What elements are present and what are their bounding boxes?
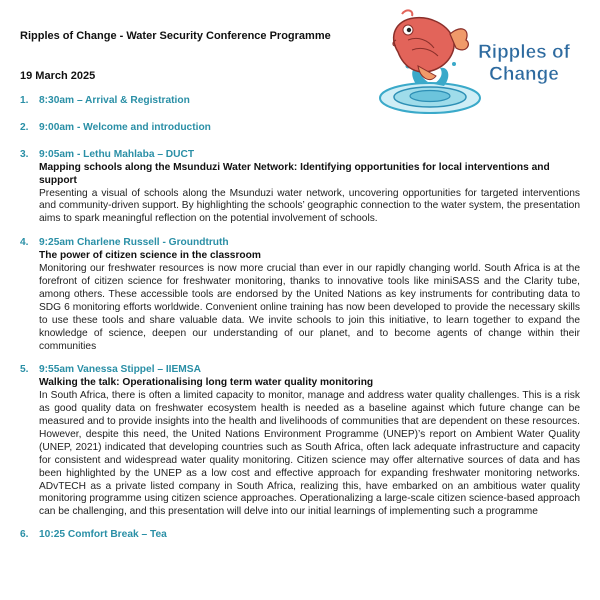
session-description: Monitoring our freshwater resources is now more crucial than ever in our rapidly changing world. South Africa is at the forefront of citizen science for freshwater monitoring, thanks to innovative tools like miniSASS and the Clarity tube, among others. These accessible tools are endorsed by the United Nations as key instruments for contributing data to SDG 6 monitoring efforts worldwide. Convenient online training has now been developed to provide the necessary skills to use these tools and share valuable data. We invite schools to join this initiative, to learn together to expand the knowledge of science, deepen our understanding of our planet, and to become agents of change within their communities (39, 263, 580, 352)
session-title: Walking the talk: Operationalising long term water quality monitoring (39, 377, 374, 389)
agenda-item-number: 6. (20, 529, 29, 541)
document-date: 19 March 2025 (20, 70, 96, 82)
document-title: Ripples of Change - Water Security Conference Programme (20, 30, 331, 42)
agenda-item-heading: 10:25 Comfort Break – Tea (39, 529, 167, 541)
session-title: Mapping schools along the Msunduzi Water Network: Identifying opportunities for local interventions and support (39, 161, 550, 186)
agenda-item-number: 3. (20, 148, 29, 160)
agenda-item-heading: 8:30am – Arrival & Registration (39, 95, 190, 106)
agenda-list (20, 95, 580, 542)
agenda-item-number: 2. (20, 121, 29, 133)
fish-icon (393, 10, 468, 79)
agenda-item-5 (20, 364, 580, 519)
agenda-item-2 (20, 122, 580, 135)
agenda-item-heading: 9:05am - Lethu Mahlaba – DUCT (39, 148, 195, 160)
agenda-item-heading: 9:55am Vanessa Stippel – IIEMSA (39, 364, 201, 376)
session-description: Presenting a visual of schools along the Msunduzi water network, uncovering opportunities for targeted interventions and community-driven support. By highlighting the schools’ geographic connection to the water system, the presentation aims to spark meaningful reflection on the potential involvement of schools. (39, 187, 580, 225)
agenda-item-3 (20, 149, 580, 226)
agenda-item-4 (20, 237, 580, 353)
logo-text-line1: Ripples of (478, 42, 570, 63)
agenda-item-number: 4. (20, 237, 29, 249)
agenda-item-heading: 9:00am - Welcome and introduction (39, 121, 211, 133)
agenda-item-heading: 9:25am Charlene Russell - Groundtruth (39, 237, 229, 249)
agenda-item-6 (20, 529, 580, 542)
agenda-item-1 (20, 95, 580, 108)
session-description: In South Africa, there is often a limited capacity to monitor, manage and address water quality challenges. This is a risk as good quality data on freshwater ecosystem health is needed as a baseline against which future change can be measured and to provide insights into the health and livelihoods of communities that are dependent on these resources. However, despite this need, the United Nations Environment Programme (UNEP)’s report on Ambient Water Quality (UNEP, 2021) indicated that developing countries such as South Africa, often lack adequate infrastructure and capacity for consistent and widespread water quality monitoring. Citizen science may offer alternative sources of data and has been highlighted by the UNEP as a low cost and effective approach for expanding freshwater monitoring networks. ADvTECH as a private listed company in South Africa, realizing this, have embarked on an ambitious water quality monitoring programme using citizen science approaches. Operationalizing a large-scale citizen science-based approach can be challenging, and this presentation will delve into our initial learnings of implementing such a programme (39, 390, 580, 518)
session-title: The power of citizen science in the classroom (39, 250, 261, 262)
logo-text-line2: Change (489, 64, 559, 85)
agenda-item-number: 1. (20, 95, 29, 106)
agenda-item-number: 5. (20, 364, 29, 376)
